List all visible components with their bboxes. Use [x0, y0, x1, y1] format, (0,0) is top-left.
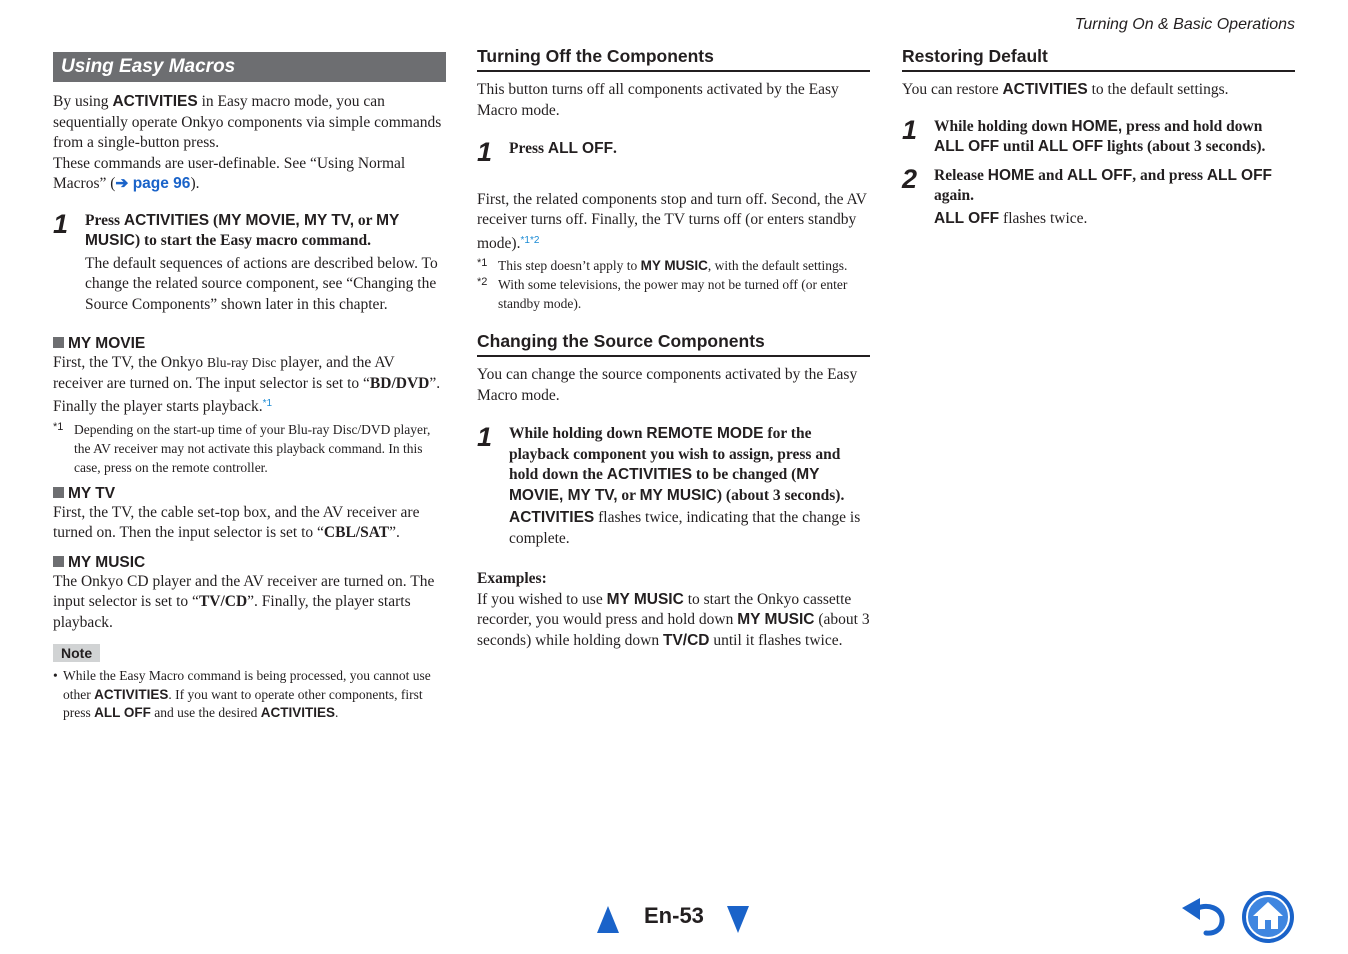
step-1-change-source — [477, 424, 870, 549]
step-1-restore — [902, 114, 1295, 158]
footnote: *1 Depending on the start-up time of your Blu-ray Disc/DVD player, the AV receiver may not activate this playback command. In this case, press on the remote controller. — [53, 420, 431, 475]
footnote-ref[interactable]: *1*2 — [520, 234, 540, 246]
footnote-1: *1 This step doesn’t apply to MY MUSIC, with the default settings. — [477, 257, 848, 273]
turning-off-intro: This button turns off all components activated by the Easy Macro mode. — [477, 81, 839, 119]
my-movie-paragraph: First, the TV, the Onkyo Blu-ray Disc player, and the AV receiver are turned on. The input selector is set to “BD/DVD”. Finally the player starts playback.$^{*1}$ — [53, 354, 441, 415]
step-result: ALL OFF flashes twice. — [934, 209, 1088, 227]
examples-label: Examples: — [477, 570, 547, 587]
step-result: ACTIVITIES flashes twice, indicating that the change is complete. — [509, 509, 861, 547]
triangle-down-icon[interactable] — [727, 906, 749, 933]
step-instruction: Release HOME and ALL OFF, and press ALL OFF again. — [934, 166, 1273, 204]
footnote-2: *2 With some televisions, the power may not be turned off (or enter standby mode). — [477, 276, 848, 311]
heading-changing-source: Changing the Source Components — [477, 331, 870, 357]
section-header: Turning On & Basic Operations — [1074, 16, 1295, 33]
square-bullet-icon — [53, 487, 64, 498]
step-number: 1 — [477, 137, 493, 167]
step-number: 1 — [902, 114, 918, 145]
heading-turning-off: Turning Off the Components — [477, 46, 870, 72]
section-banner: Using Easy Macros — [53, 52, 446, 82]
note-bullet: • While the Easy Macro command is being processed, you cannot use other ACTIVITIES. If you want to operate other components, first press ALL OFF and use the desired ACTIVITIES. — [53, 668, 431, 720]
my-tv-heading: MY TV — [53, 485, 446, 503]
turning-off-paragraph: First, the related components stop and turn off. Second, the AV receiver turns off. Finally, the TV turns off (or enters standby mode).$^{*1*2}$ — [477, 190, 867, 252]
step-instruction: Press ALL OFF. — [509, 140, 617, 157]
triangle-up-icon[interactable] — [597, 906, 619, 933]
step-number: 1 — [477, 422, 493, 452]
step-1 — [53, 208, 446, 316]
back-arrow-icon[interactable] — [1180, 896, 1228, 938]
step-instruction: Press ACTIVITIES (MY MOVIE, MY TV, or MY MUSIC) to start the Easy macro command. — [85, 211, 400, 249]
my-movie-heading: MY MOVIE — [53, 335, 446, 353]
page-96-link[interactable]: ➔ page 96 — [115, 175, 191, 192]
footnote-ref[interactable]: *1 — [262, 398, 273, 409]
column-left — [53, 52, 446, 723]
my-tv-paragraph: First, the TV, the cable set-top box, and the AV receiver are turned on. Then the input selector is set to “CBL/SAT”. — [53, 503, 420, 541]
step-instruction: While holding down HOME, press and hold down ALL OFF until ALL OFF lights (about 3 seconds). — [934, 117, 1266, 155]
home-icon[interactable] — [1241, 890, 1295, 944]
examples-paragraph: If you wished to use MY MUSIC to start the Onkyo cassette recorder, you would press and hold down MY MUSIC (about 3 seconds) while holding down TV/CD until it flashes twice. — [477, 590, 870, 649]
restoring-intro: You can restore ACTIVITIES to the default settings. — [902, 81, 1229, 98]
changing-source-intro: You can change the source components activated by the Easy Macro mode. — [477, 366, 858, 404]
page-number: En-53 — [644, 903, 704, 928]
note-tag: Note — [53, 644, 100, 662]
my-music-heading: MY MUSIC — [53, 554, 446, 572]
my-music-paragraph: The Onkyo CD player and the AV receiver are turned on. The input selector is set to “TV/CD”. Finally, the player starts playback. — [53, 572, 435, 631]
intro-paragraph-2: These commands are user-definable. See “Using Normal Macros” (➔ page 96). — [53, 154, 406, 192]
column-right — [902, 46, 1295, 229]
step-instruction: While holding down REMOTE MODE for the playback component you wish to assign, press and hold down the ACTIVITIES to be changed (MY MOVIE, MY TV, or MY MUSIC) (about 3 seconds). — [509, 425, 845, 504]
step-description: The default sequences of actions are described below. To change the related source component, see “Changing the Source Components” shown later in this chapter. — [85, 254, 438, 313]
square-bullet-icon — [53, 337, 64, 348]
heading-restoring-default: Restoring Default — [902, 46, 1295, 72]
column-middle — [477, 46, 870, 651]
step-number: 2 — [902, 163, 918, 194]
step-number: 1 — [53, 208, 69, 239]
step-2-restore — [902, 163, 1295, 230]
intro-paragraph: By using ACTIVITIES in Easy macro mode, you can sequentially operate Onkyo components via simple commands from a single-button press. — [53, 93, 442, 151]
square-bullet-icon — [53, 556, 64, 567]
step-1-all-off — [477, 137, 870, 167]
